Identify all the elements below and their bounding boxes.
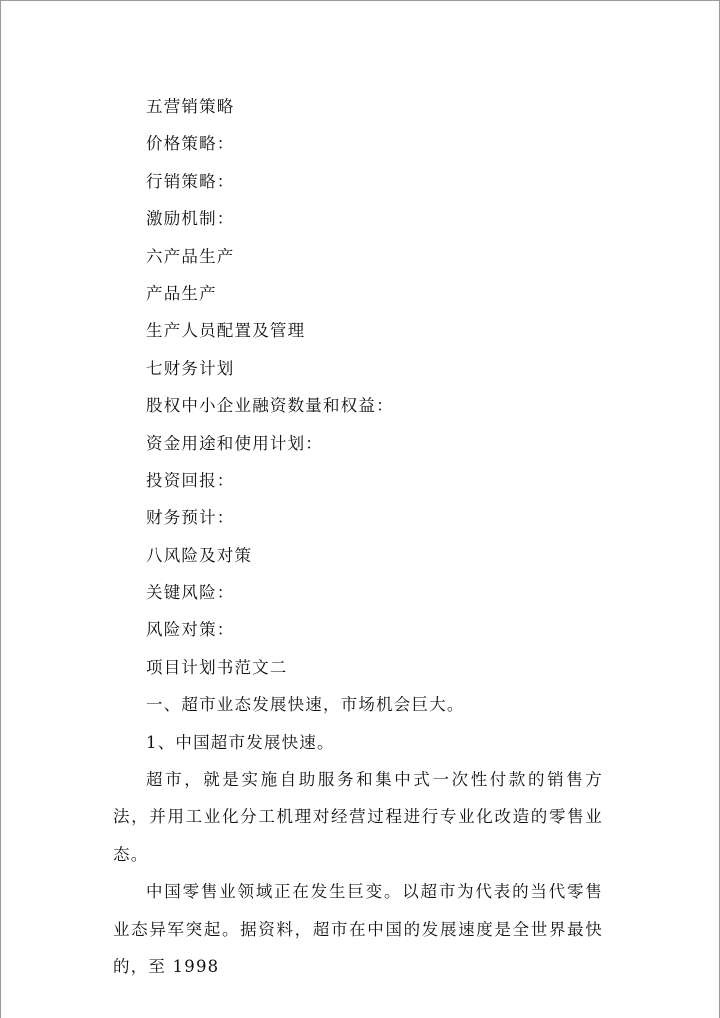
- document-body: [113, 88, 603, 985]
- section-title-sample-two: 项目计划书范文二: [146, 657, 288, 677]
- item-production-staffing: 生产人员配置及管理: [146, 321, 306, 341]
- item-product-production: 产品生产: [146, 283, 217, 303]
- heading-supermarket-growth: 一、超市业态发展快速，市场机会巨大。: [146, 695, 465, 715]
- heading-production: 六产品生产: [146, 246, 235, 266]
- item-equity-financing: 股权中小企业融资数量和权益：: [146, 396, 394, 416]
- item-risk-countermeasures: 风险对策：: [146, 620, 235, 640]
- item-sales-strategy: 行销策略：: [146, 171, 235, 191]
- item-price-strategy: 价格策略：: [146, 134, 235, 154]
- item-financial-forecast: 财务预计：: [146, 508, 235, 528]
- item-fund-usage: 资金用途和使用计划：: [146, 433, 323, 453]
- paragraph-retail-change: 中国零售业领域正在发生巨变。以超市为代表的当代零售业态异军突起。据资料，超市在中国的发展速度是全世界最快的，至 1998: [113, 882, 603, 977]
- item-investment-return: 投资回报：: [146, 470, 235, 490]
- paragraph-supermarket-definition: 超市，就是实施自助服务和集中式一次性付款的销售方法，并用工业化分工机理对经营过程进行专业化改造的零售业态。: [113, 770, 603, 864]
- heading-financial-plan: 七财务计划: [146, 358, 235, 378]
- item-incentive-mechanism: 激励机制：: [146, 209, 235, 229]
- subheading-china-supermarkets: 1、中国超市发展快速。: [146, 732, 335, 752]
- item-key-risks: 关键风险：: [146, 583, 235, 603]
- heading-marketing-strategy: 五营销策略: [146, 97, 235, 116]
- heading-risks: 八风险及对策: [146, 545, 253, 565]
